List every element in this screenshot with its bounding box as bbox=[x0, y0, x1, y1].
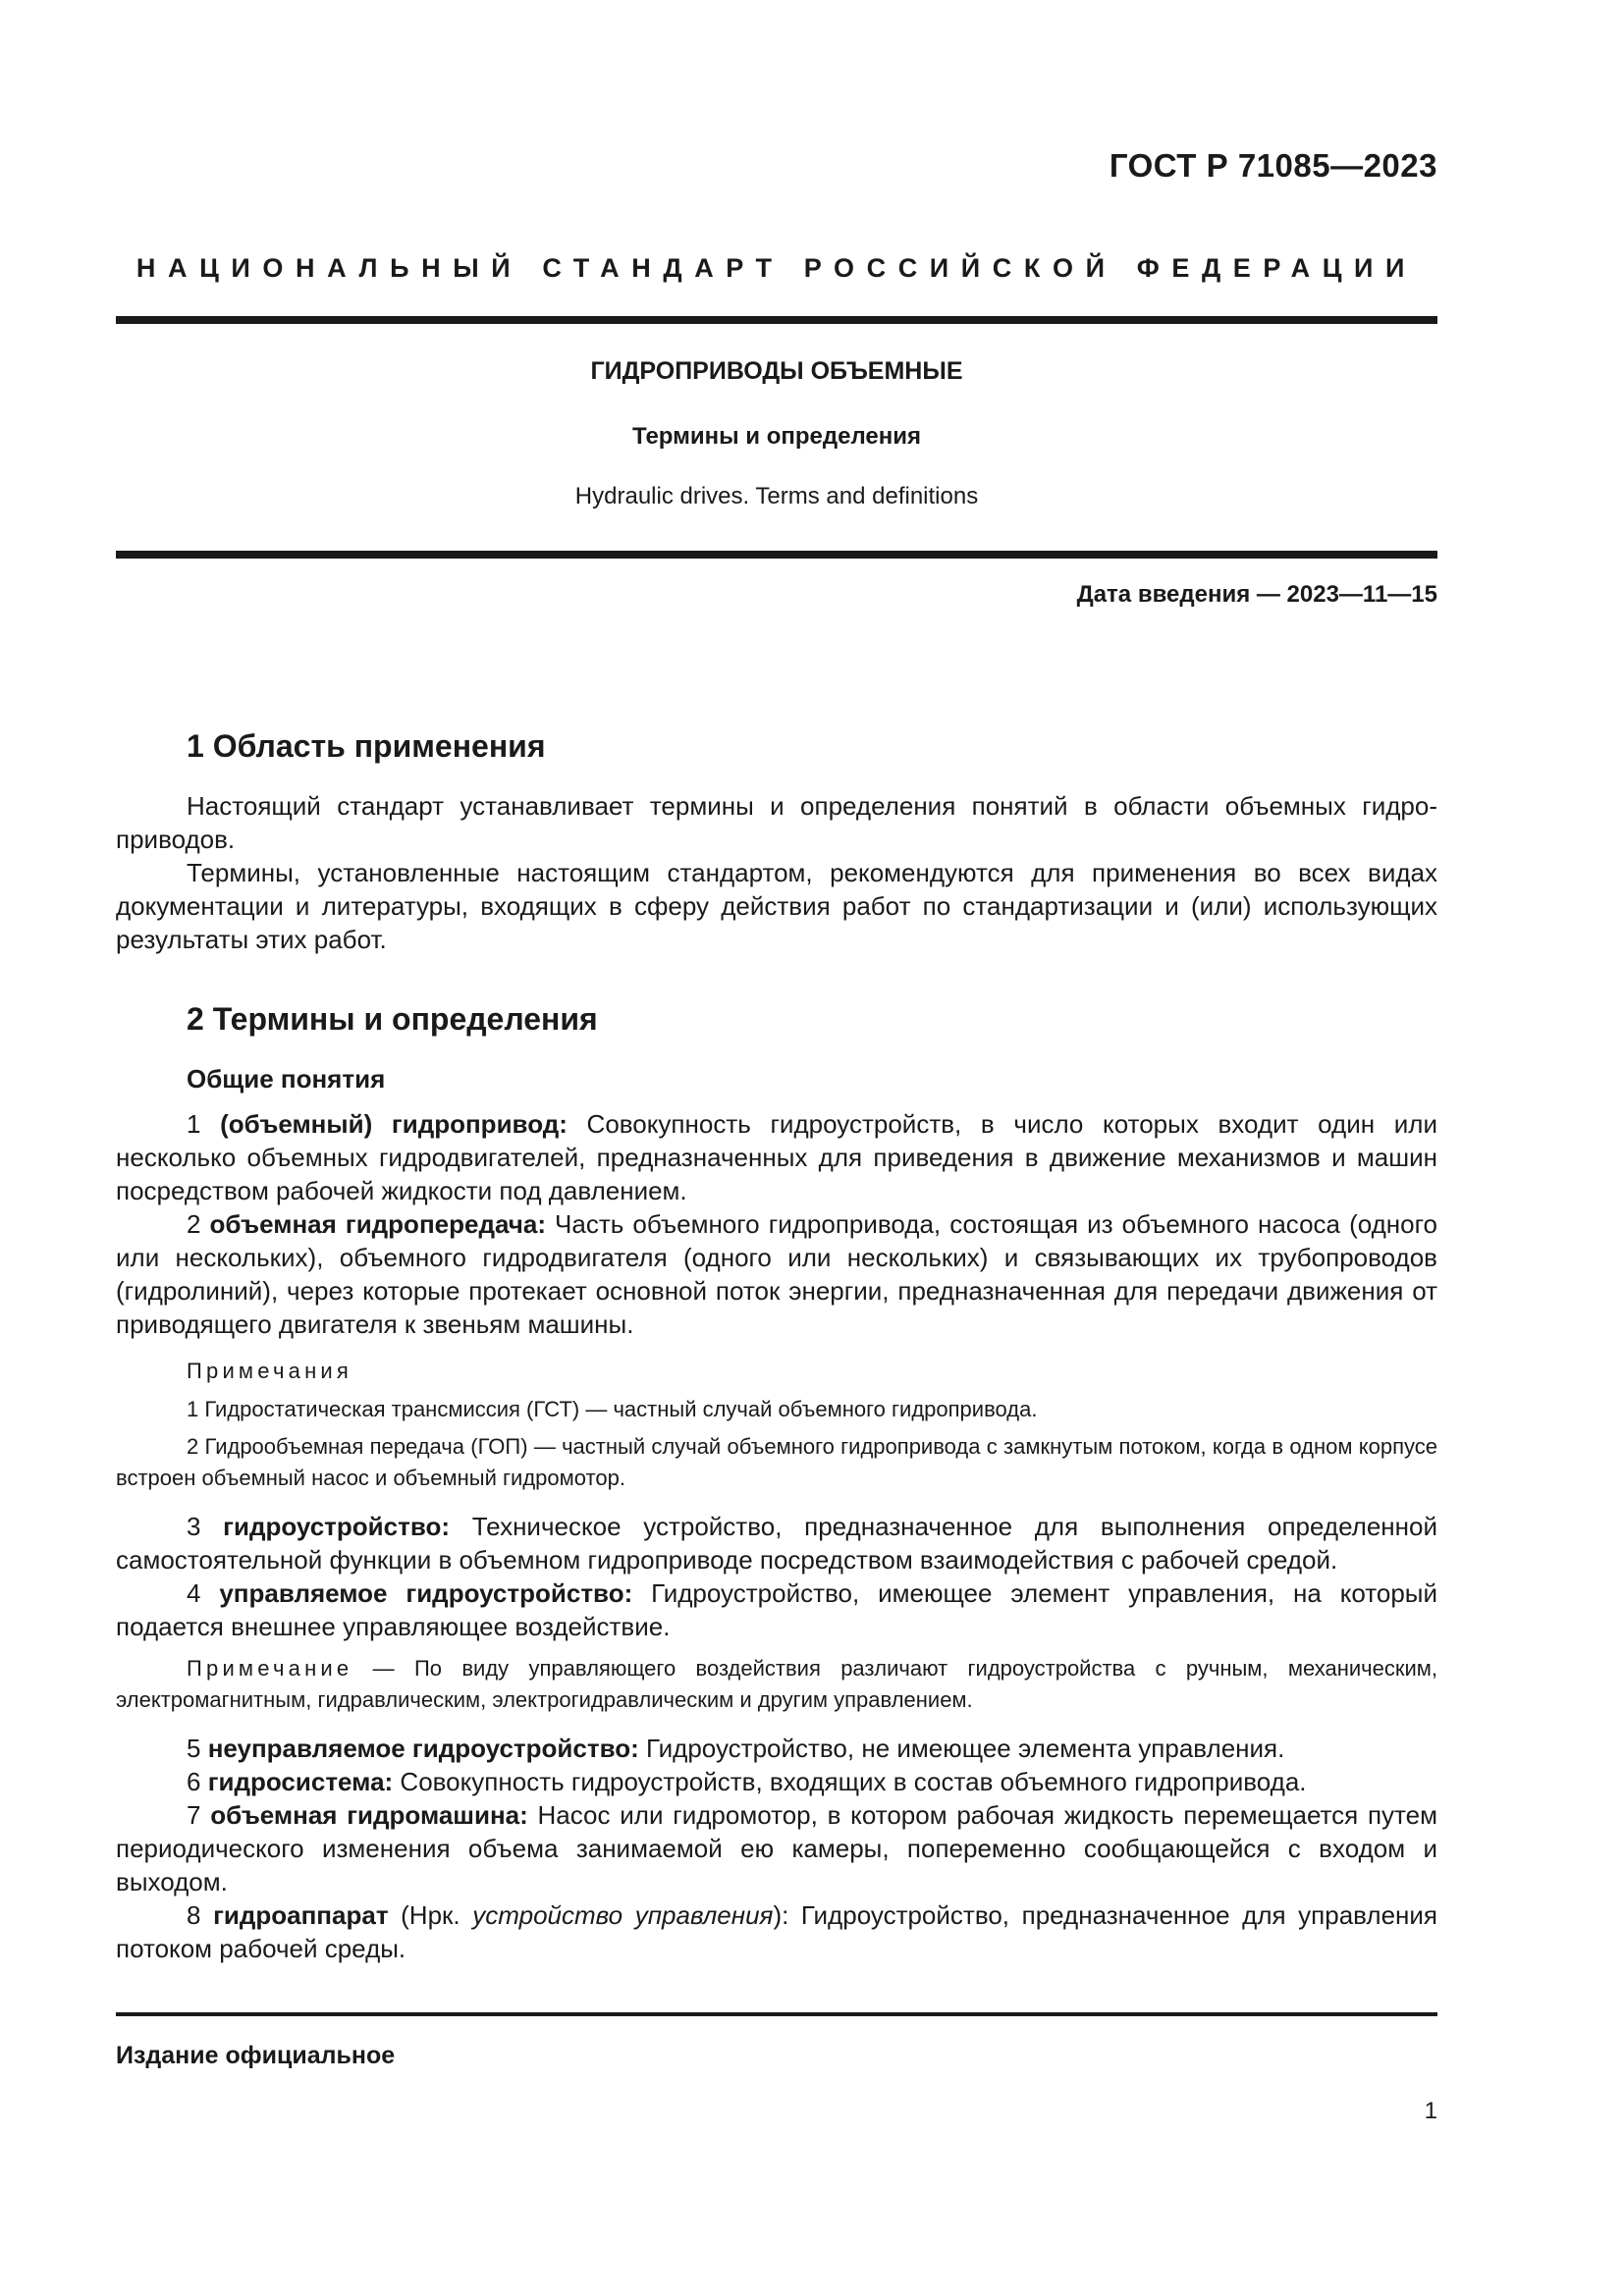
notes-heading: Примечания bbox=[187, 1359, 353, 1383]
non-recommended-term: устройство управления bbox=[472, 1900, 774, 1930]
term-name: гидросистема: bbox=[207, 1767, 394, 1796]
term-definition: Совокупность гидроустройств, в число которых входит один или несколько объемных гидродвигателей, предназначенных для приведения в движение механизмов и машин посредством рабочей жидкости под давлением. bbox=[116, 1109, 1437, 1205]
page-number: 1 bbox=[1424, 2098, 1437, 2124]
term-name: неуправляемое гидроустройство: bbox=[207, 1734, 639, 1763]
term-definition: ): Гидроустройство, предназначенное для управления потоком рабочей среды. bbox=[116, 1900, 1437, 1963]
term-entry-5 bbox=[116, 1732, 1437, 1765]
term-number: 8 bbox=[187, 1900, 214, 1930]
term-definition: Совокупность гидроустройств, входящих в состав объемного гидропривода. bbox=[393, 1767, 1307, 1796]
term-number: 6 bbox=[187, 1767, 208, 1796]
term-number: 1 bbox=[187, 1109, 221, 1139]
note-3 bbox=[116, 1653, 1437, 1716]
main-content bbox=[116, 722, 1437, 1965]
term-entry-1 bbox=[116, 1107, 1437, 1207]
note-1: 1 Гидростатическая трансмиссия (ГСТ) — частный случай объемного гидропривода. bbox=[187, 1397, 1038, 1421]
term-number: 5 bbox=[187, 1734, 208, 1763]
term-entry-2 bbox=[116, 1207, 1437, 1341]
note-label: Примечание bbox=[187, 1656, 353, 1681]
term-name: гидроаппарат bbox=[213, 1900, 389, 1930]
document-code: ГОСТ Р 71085—2023 bbox=[1109, 147, 1437, 184]
spacer bbox=[116, 1722, 1437, 1732]
term-definition: Насос или гидромотор, в котором рабочая жидкость перемещается путем периодического изменения объема занимаемой ею камеры, попеременно сообщающейся с входом и выходом. bbox=[116, 1800, 1438, 1896]
term-number: 4 bbox=[187, 1578, 220, 1608]
section-1-paragraph-1: Настоящий стандарт устанавливает термины и определения понятий в области объемных гидроприводов. bbox=[116, 791, 1437, 854]
term-prefix: (Нрк. bbox=[388, 1900, 473, 1930]
term-entry-3 bbox=[116, 1510, 1437, 1576]
document-subtitle: Термины и определения bbox=[631, 423, 922, 450]
term-entry-7 bbox=[116, 1798, 1437, 1898]
top-divider bbox=[116, 316, 1437, 324]
term-name: (объемный) гидропривод: bbox=[220, 1109, 568, 1139]
subsection-heading: Общие понятия bbox=[187, 1064, 386, 1094]
term-name: объемная гидропередача: bbox=[209, 1209, 546, 1239]
term-definition: Гидроустройство, имеющее элемент управления, на который подается внешнее управляющее воздействие. bbox=[116, 1578, 1437, 1641]
term-entry-4 bbox=[116, 1576, 1437, 1643]
spacer bbox=[116, 1643, 1437, 1653]
section-2-heading: 2 Термины и определения bbox=[187, 1001, 598, 1037]
section-1-paragraph-2: Термины, установленные настоящим стандартом, рекомендуются для применения во всех видах документации и литературы, входящих в сферу действия работ по стандартизации и (или) использующих результаты этих работ. bbox=[116, 858, 1437, 954]
title-divider bbox=[116, 551, 1437, 559]
note-text: — По виду управляющего воздействия различают гидроустройства с ручным, механическим, электромагнитным, гидравлическим, электрогидравлическим и другим управлением. bbox=[116, 1656, 1437, 1712]
term-name: управляемое гидроустройство: bbox=[219, 1578, 633, 1608]
term-name: объемная гидромашина: bbox=[210, 1800, 528, 1830]
term-number: 7 bbox=[187, 1800, 211, 1830]
term-entry-8 bbox=[116, 1898, 1437, 1965]
english-title: Hydraulic drives. Terms and definitions bbox=[574, 483, 979, 509]
introduction-date: Дата введения — 2023—11—15 bbox=[1076, 581, 1437, 608]
section-1-heading: 1 Область применения bbox=[187, 728, 546, 764]
term-definition: Техническое устройство, предназначенное для выполнения определенной самостоятельной функции в объемном гидроприводе посредством взаимодействия с рабочей средой. bbox=[116, 1512, 1437, 1575]
term-number: 3 bbox=[187, 1512, 224, 1541]
note-2: 2 Гидрообъемная передача (ГОП) — частный случай объемного гидропривода с замкнутым потоком, когда в одном корпусе встроен объемный насос и объемный гидромотор. bbox=[116, 1434, 1437, 1490]
term-definition: Гидроустройство, не имеющее элемента управления. bbox=[638, 1734, 1285, 1763]
term-name: гидроустройство: bbox=[223, 1512, 451, 1541]
term-number: 2 bbox=[187, 1209, 210, 1239]
edition-label: Издание официальное bbox=[116, 2042, 396, 2069]
term-entry-6 bbox=[116, 1765, 1437, 1798]
national-standard-banner: НАЦИОНАЛЬНЫЙ СТАНДАРТ РОССИЙСКОЙ ФЕДЕРАЦИИ bbox=[135, 253, 1418, 283]
document-title: ГИДРОПРИВОДЫ ОБЪЕМНЫЕ bbox=[590, 357, 963, 385]
footer-divider bbox=[116, 2012, 1437, 2016]
term-definition: Часть объемного гидропривода, состоящая из объемного насоса (одного или нескольких), объемного гидродвигателя (одного или нескольких) и связывающих их трубопроводов (гидролиний), через которые протекает основной поток энергии, предназначенная для передачи движения от приводящего двигателя к звеньям машины. bbox=[116, 1209, 1438, 1339]
spacer bbox=[116, 1500, 1437, 1510]
spacer bbox=[116, 956, 1437, 995]
